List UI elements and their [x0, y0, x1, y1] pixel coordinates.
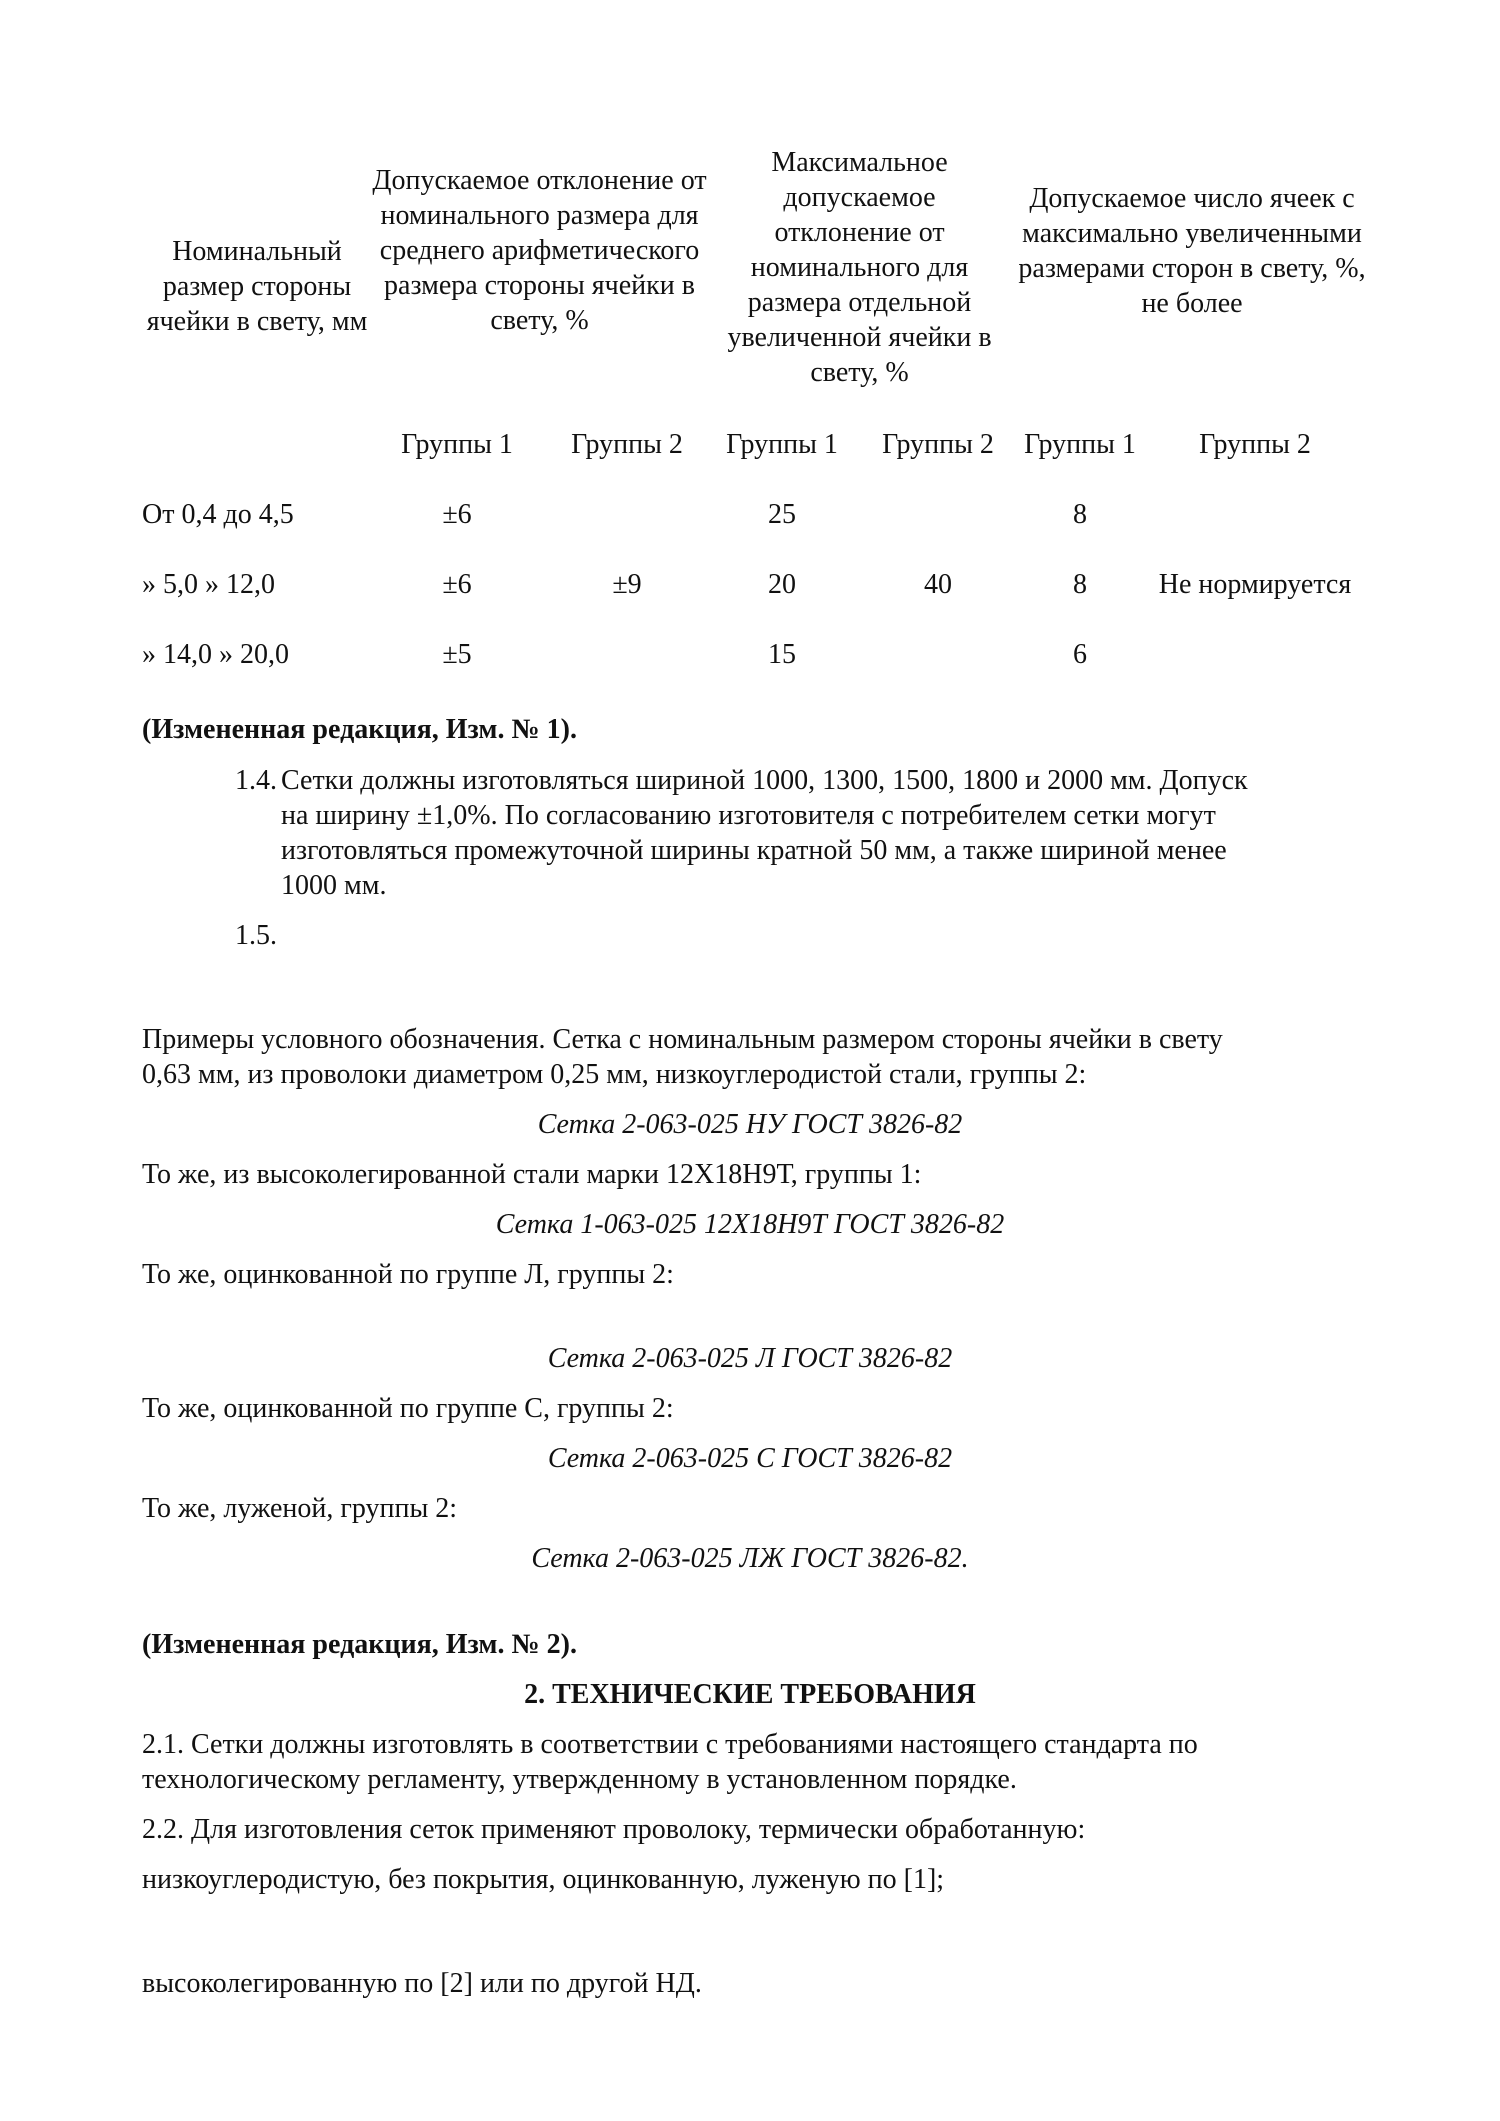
designation-example-5: Сетка 2-063-025 ЛЖ ГОСТ 3826-82.	[531, 1543, 969, 1574]
merged-max-g2: 40	[924, 569, 952, 600]
row-3-mean-g1: ±5	[442, 639, 472, 670]
subheader-count-g2: Группы 2	[1199, 429, 1311, 460]
subheader-mean-g2: Группы 2	[571, 429, 683, 460]
examples-text-2: То же, из высоколегированной стали марки 12Х18Н9Т, группы 1:	[142, 1159, 922, 1190]
clause-1-4-line: изготовляться промежуточной ширины кратной 50 мм, а также шириной менее	[281, 835, 1227, 866]
subheader-max-g1: Группы 1	[726, 429, 838, 460]
paragraph-2-1-line: технологическому регламенту, утвержденному в установленном порядке.	[142, 1764, 1017, 1795]
header-max-deviation: Максимальное допускаемое отклонение от номинального для размера отдельной увеличенной ячейки в свету, %	[727, 147, 992, 388]
paragraph-2-1-line: 2.1. Сетки должны изготовлять в соответствии с требованиями настоящего стандарта по	[142, 1729, 1198, 1760]
merged-count-g2: Не нормируется	[1158, 569, 1352, 600]
examples-intro-line: 0,63 мм, из проволоки диаметром 0,25 мм, низкоуглеродистой стали, группы 2:	[142, 1059, 1087, 1090]
row-1-mean-g1: ±6	[442, 499, 472, 530]
merged-mean-g2: ±9	[612, 569, 642, 600]
row-2-mean-g1: ±6	[442, 569, 472, 600]
designation-example-3: Сетка 2-063-025 Л ГОСТ 3826-82	[547, 1343, 953, 1374]
row-2-max-g1: 20	[768, 569, 796, 600]
paragraph-2-2: 2.2. Для изготовления сеток применяют проволоку, термически обработанную:	[142, 1814, 1086, 1845]
examples-text-3: То же, оцинкованной по группе Л, группы 2:	[142, 1259, 674, 1290]
clause-1-4-line: Сетки должны изготовляться шириной 1000, 1300, 1500, 1800 и 2000 мм. Допуск	[281, 765, 1248, 796]
header-nominal-size: Номинальный размер стороны ячейки в свету, мм	[146, 236, 368, 337]
row-2-count-g1: 8	[1073, 569, 1087, 600]
clause-1-4-number: 1.4.	[235, 765, 277, 796]
examples-intro-line: Примеры условного обозначения. Сетка с номинальным размером стороны ячейки в свету	[142, 1024, 1223, 1055]
header-cell-count: Допускаемое число ячеек с максимально увеличенными размерами сторон в свету, %, не более	[1018, 183, 1366, 319]
designation-example-1: Сетка 2-063-025 НУ ГОСТ 3826-82	[537, 1109, 963, 1140]
row-3-count-g1: 6	[1073, 639, 1087, 670]
row-1-max-g1: 25	[768, 499, 796, 530]
revision-note-2: (Измененная редакция, Изм. № 2).	[142, 1629, 577, 1660]
designation-example-4: Сетка 2-063-025 С ГОСТ 3826-82	[547, 1443, 953, 1474]
section-2-title: 2. ТЕХНИЧЕСКИЕ ТРЕБОВАНИЯ	[524, 1679, 976, 1710]
row-3-max-g1: 15	[768, 639, 796, 670]
revision-note-1: (Измененная редакция, Изм. № 1).	[142, 714, 577, 745]
row-2-size: » 5,0 » 12,0	[142, 569, 275, 600]
row-1-size: От 0,4 до 4,5	[142, 499, 294, 530]
clause-1-5-number: 1.5.	[235, 920, 277, 951]
wire-item-high-alloy: высоколегированную по [2] или по другой НД.	[142, 1968, 702, 1999]
subheader-mean-g1: Группы 1	[401, 429, 513, 460]
header-mean-deviation: Допускаемое отклонение от номинального размера для среднего арифметического размера стороны ячейки в свету, %	[372, 165, 707, 336]
examples-text-5: То же, луженой, группы 2:	[142, 1493, 458, 1524]
wire-item-low-carbon: низкоуглеродистую, без покрытия, оцинкованную, луженую по [1];	[142, 1864, 945, 1895]
row-1-count-g1: 8	[1073, 499, 1087, 530]
designation-example-2: Сетка 1-063-025 12Х18Н9Т ГОСТ 3826-82	[495, 1209, 1005, 1240]
clause-1-4-line: на ширину ±1,0%. По согласованию изготовителя с потребителем сетки могут	[281, 800, 1216, 831]
subheader-max-g2: Группы 2	[882, 429, 994, 460]
subheader-count-g1: Группы 1	[1024, 429, 1136, 460]
examples-text-4: То же, оцинкованной по группе С, группы 2:	[142, 1393, 674, 1424]
clause-1-4-line: 1000 мм.	[281, 870, 387, 901]
row-3-size: » 14,0 » 20,0	[142, 639, 289, 670]
